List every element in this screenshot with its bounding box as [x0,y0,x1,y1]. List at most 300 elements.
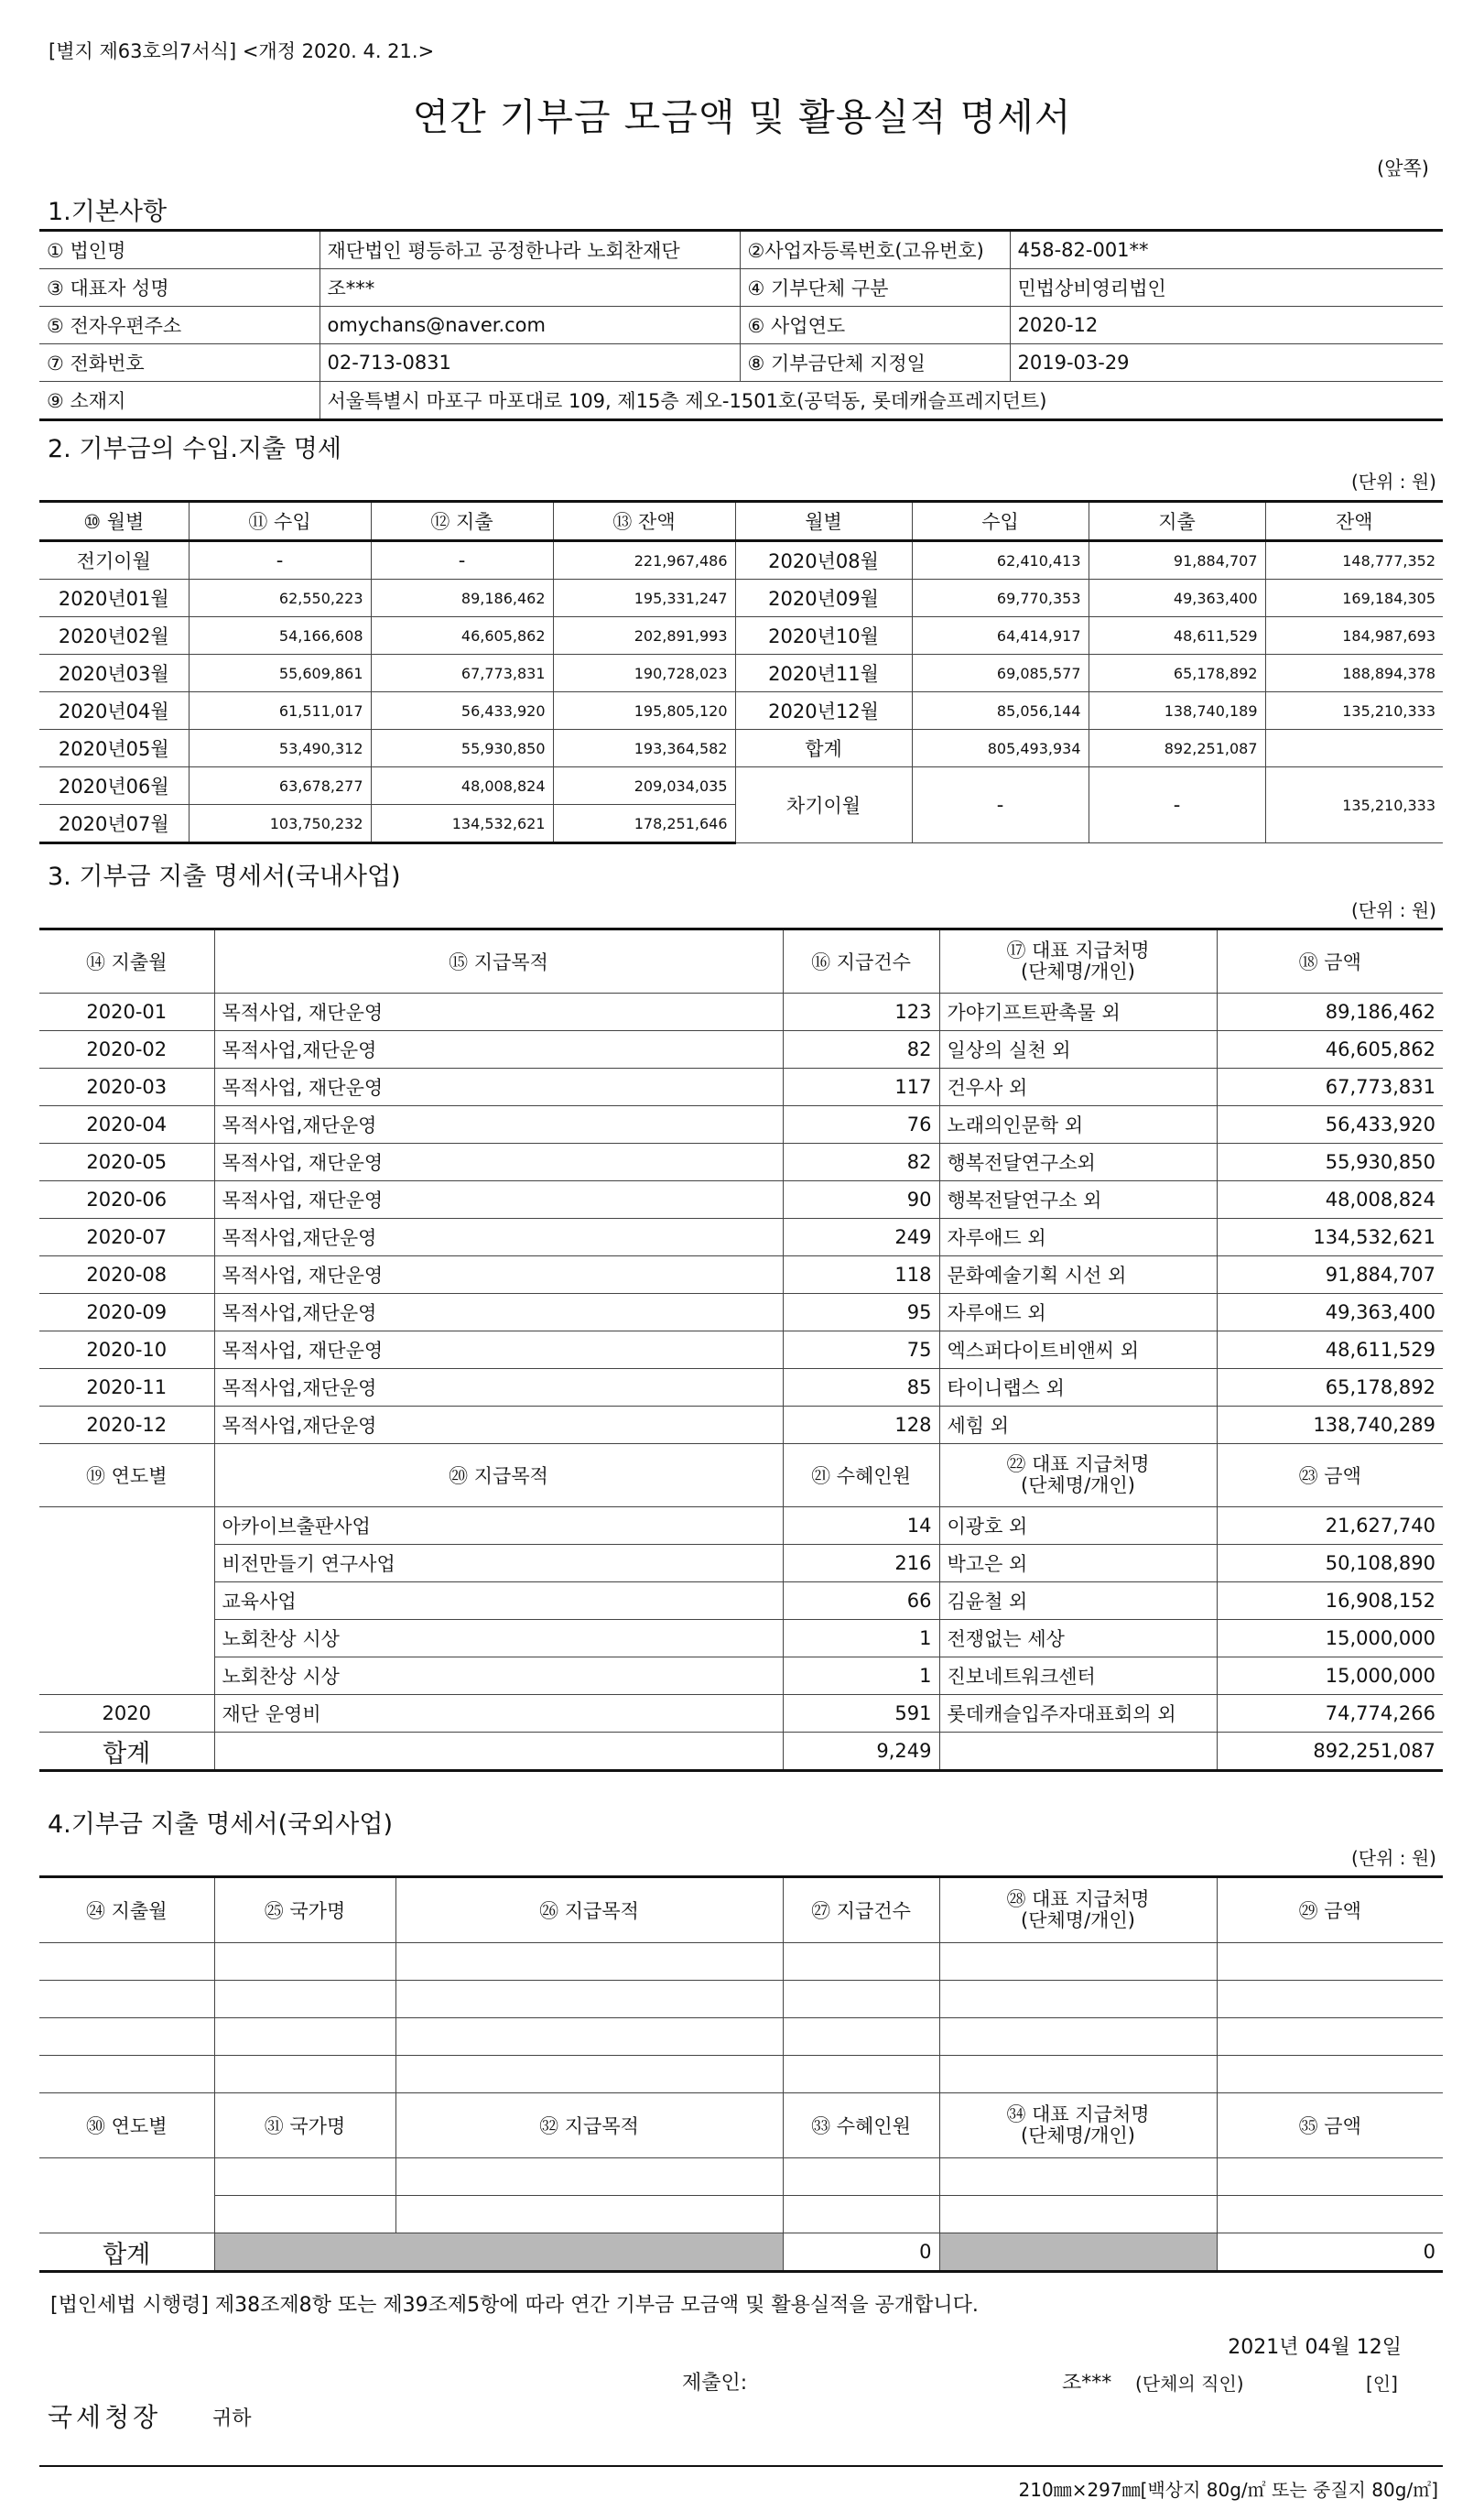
count-cell: 117 [783,1069,939,1106]
table-row [39,580,1443,617]
column-header: ⑱ 금액 [1217,929,1443,994]
value-cell: 55,930,850 [371,730,553,767]
count-cell: 82 [783,1031,939,1069]
section3-heading: 3. 기부금 지출 명세서(국내사업) [48,863,401,891]
table-row [39,1582,1443,1620]
name-value: 재단법인 평등하고 공정한나라 노회찬재단 [320,231,740,269]
month-cell: 2020-10 [39,1331,214,1369]
column-header: ㉖ 지급목적 [395,1877,783,1943]
paper-spec: 210㎜×297㎜[백상지 80g/㎡ 또는 중질지 80g/㎡] [1018,2479,1438,2501]
empty-cell [783,1981,939,2018]
empty-cell [395,1981,783,2018]
value-cell: 85,056,144 [912,692,1089,730]
amount-cell: 21,627,740 [1217,1507,1443,1545]
column-header: 월별 [735,502,912,541]
header-line: ⑰ 대표 지급처명 [1006,939,1150,962]
empty-cell [39,1981,214,2018]
count-cell: 216 [783,1545,939,1582]
empty-cell [939,1943,1217,1981]
section4-heading: 4.기부금 지출 명세서(국외사업) [48,1810,393,1839]
total-label: 합계 [39,2233,214,2272]
header-subline: (단체명/개인) [1021,1909,1135,1931]
payee-cell: 롯데캐슬입주자대표회의 외 [939,1695,1217,1733]
value-cell: 67,773,831 [371,655,553,692]
column-header: ⑲ 연도별 [39,1444,214,1507]
value-cell: 55,609,861 [189,655,371,692]
carry-income: - [912,767,1089,843]
header-line: ㉒ 대표 지급처명 [1006,1452,1150,1475]
empty-cell [783,1943,939,1981]
designated-label: ⑧ 기부금단체 지정일 [740,344,1010,382]
empty-cell [214,1733,783,1771]
purpose-cell: 목적사업, 재단운영 [214,994,783,1031]
value-cell: 193,364,582 [553,730,735,767]
value-cell: 188,894,378 [1265,655,1443,692]
payee-cell: 타이니랩스 외 [939,1369,1217,1407]
count-cell: 75 [783,1331,939,1369]
empty-cell [39,1943,214,1981]
amount-cell: 134,532,621 [1217,1219,1443,1256]
name-label: ① 법인명 [39,231,320,269]
year-cell [39,1582,214,1620]
value-cell: - [371,541,553,580]
empty-cell [395,2196,783,2233]
table-row [39,1106,1443,1144]
section1-heading: 1.기본사항 [48,198,168,226]
year-cell [39,1620,214,1657]
payee-cell: 일상의 실천 외 [939,1031,1217,1069]
value-cell: - [189,541,371,580]
month-cell: 2020-03 [39,1069,214,1106]
purpose-cell: 재단 운영비 [214,1695,783,1733]
bottom-rule [39,2465,1443,2467]
section2-unit: (단위 : 원) [1350,471,1436,493]
empty-cell [214,2196,395,2233]
month-cell: 2020년08월 [735,541,912,580]
payee-cell: 건우사 외 [939,1069,1217,1106]
value-cell: 62,550,223 [189,580,371,617]
amount-cell: 15,000,000 [1217,1657,1443,1695]
month-cell: 2020-08 [39,1256,214,1294]
count-cell: 118 [783,1256,939,1294]
purpose-cell: 교육사업 [214,1582,783,1620]
value-cell: 195,331,247 [553,580,735,617]
section4-unit: (단위 : 원) [1350,1847,1436,1869]
amount-cell: 50,108,890 [1217,1545,1443,1582]
value-cell: 805,493,934 [912,730,1089,767]
count-cell: 1 [783,1657,939,1695]
month-cell: 2020-02 [39,1031,214,1069]
month-cell: 2020-04 [39,1106,214,1144]
column-header: ㉕ 국가명 [214,1877,395,1943]
empty-cell [214,2158,395,2196]
year-cell [39,1507,214,1545]
empty-cell [783,2056,939,2093]
purpose-cell: 목적사업, 재단운영 [214,1069,783,1106]
amount-cell: 138,740,289 [1217,1407,1443,1444]
amount-cell: 16,908,152 [1217,1582,1443,1620]
payee-cell: 행복전달연구소외 [939,1144,1217,1181]
purpose-cell: 목적사업, 재단운영 [214,1181,783,1219]
rep-value: 조*** [320,269,740,307]
column-header: ㉓ 금액 [1217,1444,1443,1507]
month-cell: 2020년01월 [39,580,189,617]
table-row [39,1181,1443,1219]
column-header: ⑳ 지급목적 [214,1444,783,1507]
month-cell: 전기이월 [39,541,189,580]
payee-cell: 세힘 외 [939,1407,1217,1444]
count-cell: 591 [783,1695,939,1733]
month-cell: 2020-09 [39,1294,214,1331]
month-cell: 2020년04월 [39,692,189,730]
empty-cell [783,2018,939,2056]
section3-unit: (단위 : 원) [1350,899,1436,921]
column-header [939,2093,1217,2158]
value-cell: 61,511,017 [189,692,371,730]
header-line: ㉘ 대표 지급처명 [1006,1887,1150,1910]
month-cell: 2020-05 [39,1144,214,1181]
table-row [39,1256,1443,1294]
monthly-table [39,500,1443,844]
empty-cell [214,1981,395,2018]
purpose-cell: 목적사업, 재단운영 [214,1256,783,1294]
empty-cell [39,2018,214,2056]
value-cell: 209,034,035 [553,767,735,805]
seal-note: (단체의 직인) [1135,2373,1244,2395]
empty-cell [214,2056,395,2093]
month-cell: 2020년03월 [39,655,189,692]
table-row [39,1620,1443,1657]
empty-cell [395,1943,783,1981]
empty-cell [939,2158,1217,2196]
value-cell: 135,210,333 [1265,692,1443,730]
month-cell: 2020년09월 [735,580,912,617]
value-cell: 202,891,993 [553,617,735,655]
value-cell: 48,008,824 [371,767,553,805]
value-cell: 62,410,413 [912,541,1089,580]
purpose-cell: 목적사업, 재단운영 [214,1331,783,1369]
front-label: (앞쪽) [1377,158,1429,179]
empty-cell [939,2018,1217,2056]
empty-cell [939,2056,1217,2093]
value-cell: 103,750,232 [189,805,371,843]
purpose-cell: 목적사업,재단운영 [214,1106,783,1144]
year-cell [39,1657,214,1695]
purpose-cell: 비전만들기 연구사업 [214,1545,783,1582]
form-number: [별지 제63호의7서식] <개정 2020. 4. 21.> [49,40,435,62]
total-count: 9,249 [783,1733,939,1771]
payee-cell: 김윤철 외 [939,1582,1217,1620]
empty-cell [1217,1981,1443,2018]
type-label: ④ 기부단체 구분 [740,269,1010,307]
shaded-cell [214,2233,783,2272]
month-cell: 2020년06월 [39,767,189,805]
header-row [39,1444,1443,1507]
address-label: ⑨ 소재지 [39,382,320,420]
header-subline: (단체명/개인) [1021,961,1135,983]
empty-cell [1217,2018,1443,2056]
column-header: ㉚ 연도별 [39,2093,214,2158]
month-cell: 2020-07 [39,1219,214,1256]
amount-cell: 56,433,920 [1217,1106,1443,1144]
count-cell: 249 [783,1219,939,1256]
value-cell: 46,605,862 [371,617,553,655]
table-row [39,1695,1443,1733]
month-cell: 2020-06 [39,1181,214,1219]
column-header: 수입 [912,502,1089,541]
count-cell: 1 [783,1620,939,1657]
amount-cell: 74,774,266 [1217,1695,1443,1733]
payee-cell: 이광호 외 [939,1507,1217,1545]
carry-balance: 135,210,333 [1265,767,1443,843]
table-row [39,1545,1443,1582]
column-header: ㉜ 지급목적 [395,2093,783,2158]
table-row [39,1294,1443,1331]
empty-cell [783,2196,939,2233]
submitter-label: 제출인: [682,2372,748,2395]
carry-label: 차기이월 [735,767,912,843]
value-cell: 54,166,608 [189,617,371,655]
value-cell: 892,251,087 [1089,730,1265,767]
email-value: omychans@naver.com [320,307,740,344]
count-cell: 123 [783,994,939,1031]
column-header: ⑫ 지출 [371,502,553,541]
column-header: ㉙ 금액 [1217,1877,1443,1943]
total-count: 0 [783,2233,939,2272]
value-cell: 69,085,577 [912,655,1089,692]
header-row [39,929,1443,994]
total-label: 합계 [39,1733,214,1771]
table-row [39,730,1443,767]
value-cell: 56,433,920 [371,692,553,730]
empty-row [39,2056,1443,2093]
section2-heading: 2. 기부금의 수입.지출 명세 [48,435,341,463]
empty-cell [39,2056,214,2093]
payee-cell: 엑스퍼다이트비앤씨 외 [939,1331,1217,1369]
header-subline: (단체명/개인) [1021,2124,1135,2146]
payee-cell: 자루애드 외 [939,1294,1217,1331]
column-header [939,1444,1217,1507]
column-header: ⑭ 지출월 [39,929,214,994]
count-cell: 85 [783,1369,939,1407]
address-value: 서울특별시 마포구 마포대로 109, 제15층 제오-1501호(공덕동, 롯데캐슬프레지던트) [320,382,1443,420]
payee-cell: 행복전달연구소 외 [939,1181,1217,1219]
table-row [39,1331,1443,1369]
empty-row [39,2158,1443,2196]
submit-date: 2021년 04월 12일 [1228,2336,1402,2359]
header-subline: (단체명/개인) [1021,1474,1135,1496]
payee-cell: 진보네트워크센터 [939,1657,1217,1695]
value-cell: 221,967,486 [553,541,735,580]
empty-cell [939,2196,1217,2233]
column-header: 잔액 [1265,502,1443,541]
empty-cell [1217,2056,1443,2093]
count-cell: 128 [783,1407,939,1444]
value-cell: 64,414,917 [912,617,1089,655]
value-cell: 195,805,120 [553,692,735,730]
legal-note: [법인세법 시행령] 제38조제8항 또는 제39조제5항에 따라 연간 기부금 모금액 및 활용실적을 공개합니다. [50,2294,979,2317]
value-cell: 190,728,023 [553,655,735,692]
table-row [39,1507,1443,1545]
amount-cell: 48,611,529 [1217,1331,1443,1369]
payee-cell: 전쟁없는 세상 [939,1620,1217,1657]
domestic-table [39,928,1443,1772]
total-amount: 0 [1217,2233,1443,2272]
empty-row [39,2018,1443,2056]
shaded-cell [939,2233,1217,2272]
table-row [39,692,1443,730]
empty-cell [395,2056,783,2093]
empty-cell [39,2158,214,2233]
month-cell: 2020년02월 [39,617,189,655]
month-cell: 2020년12월 [735,692,912,730]
count-cell: 76 [783,1106,939,1144]
column-header: 지출 [1089,502,1265,541]
page-title: 연간 기부금 모금액 및 활용실적 명세서 [412,95,1072,139]
bizno-value: 458-82-001** [1010,231,1443,269]
column-header: ⑮ 지급목적 [214,929,783,994]
value-cell: 63,678,277 [189,767,371,805]
table-row [39,1369,1443,1407]
month-cell: 합계 [735,730,912,767]
year-value: 2020-12 [1010,307,1443,344]
count-cell: 90 [783,1181,939,1219]
submitter-name: 조*** [1062,2372,1112,2395]
table-row [39,1219,1443,1256]
value-cell: 91,884,707 [1089,541,1265,580]
column-header: ㉟ 금액 [1217,2093,1443,2158]
month-cell: 2020년11월 [735,655,912,692]
table-row [39,767,1443,805]
amount-cell: 55,930,850 [1217,1144,1443,1181]
payee-cell: 가야기프트판촉물 외 [939,994,1217,1031]
empty-cell [395,2018,783,2056]
purpose-cell: 목적사업, 재단운영 [214,1144,783,1181]
value-cell: 48,611,529 [1089,617,1265,655]
rep-label: ③ 대표자 성명 [39,269,320,307]
payee-cell: 박고은 외 [939,1545,1217,1582]
amount-cell: 48,008,824 [1217,1181,1443,1219]
purpose-cell: 목적사업,재단운영 [214,1219,783,1256]
table-row [39,1031,1443,1069]
empty-row [39,1981,1443,2018]
header-row [39,1877,1443,1943]
email-label: ⑤ 전자우편주소 [39,307,320,344]
year-label: ⑥ 사업연도 [740,307,1010,344]
table-row [39,1657,1443,1695]
column-header: ㉔ 지출월 [39,1877,214,1943]
empty-cell [395,2158,783,2196]
count-cell: 14 [783,1507,939,1545]
payee-cell: 자루애드 외 [939,1219,1217,1256]
year-cell [39,1545,214,1582]
table-row [39,541,1443,580]
carry-expense: - [1089,767,1265,843]
seal-mark: [인] [1366,2373,1398,2395]
purpose-cell: 노회찬상 시상 [214,1620,783,1657]
header-line: ㉞ 대표 지급처명 [1006,2103,1150,2125]
basic-info-table [39,229,1443,421]
empty-cell [1217,2196,1443,2233]
month-cell: 2020-11 [39,1369,214,1407]
table-row [39,1144,1443,1181]
value-cell [1265,730,1443,767]
empty-row [39,1943,1443,1981]
payee-cell: 문화예술기획 시선 외 [939,1256,1217,1294]
month-cell: 2020년07월 [39,805,189,843]
value-cell: 65,178,892 [1089,655,1265,692]
purpose-cell: 노회찬상 시상 [214,1657,783,1695]
purpose-cell: 목적사업,재단운영 [214,1369,783,1407]
column-header: ⑩ 월별 [39,502,189,541]
designated-value: 2019-03-29 [1010,344,1443,382]
amount-cell: 46,605,862 [1217,1031,1443,1069]
purpose-cell: 목적사업,재단운영 [214,1294,783,1331]
empty-row [39,2196,1443,2233]
table-row [39,1069,1443,1106]
empty-cell [939,1733,1217,1771]
column-header: ⑬ 잔액 [553,502,735,541]
column-header [939,1877,1217,1943]
column-header [939,929,1217,994]
value-cell: 148,777,352 [1265,541,1443,580]
month-cell: 2020-12 [39,1407,214,1444]
amount-cell: 15,000,000 [1217,1620,1443,1657]
header-row [39,2093,1443,2158]
purpose-cell: 목적사업,재단운영 [214,1031,783,1069]
table-row [39,655,1443,692]
column-header: ㉛ 국가명 [214,2093,395,2158]
column-header: ⑯ 지급건수 [783,929,939,994]
value-cell: 89,186,462 [371,580,553,617]
payee-cell: 노래의인문학 외 [939,1106,1217,1144]
amount-cell: 65,178,892 [1217,1369,1443,1407]
value-cell: 138,740,189 [1089,692,1265,730]
recipient: 국세청장 [48,2402,162,2432]
amount-cell: 67,773,831 [1217,1069,1443,1106]
amount-cell: 49,363,400 [1217,1294,1443,1331]
table-row [39,617,1443,655]
phone-value: 02-713-0831 [320,344,740,382]
empty-cell [939,1981,1217,2018]
total-row [39,1733,1443,1771]
value-cell: 69,770,353 [912,580,1089,617]
count-cell: 82 [783,1144,939,1181]
month-cell: 2020년10월 [735,617,912,655]
column-header: ㉝ 수혜인원 [783,2093,939,2158]
value-cell: 169,184,305 [1265,580,1443,617]
value-cell: 134,532,621 [371,805,553,843]
column-header: ㉗ 지급건수 [783,1877,939,1943]
purpose-cell: 아카이브출판사업 [214,1507,783,1545]
purpose-cell: 목적사업,재단운영 [214,1407,783,1444]
empty-cell [214,2018,395,2056]
count-cell: 95 [783,1294,939,1331]
value-cell: 53,490,312 [189,730,371,767]
year-cell: 2020 [39,1695,214,1733]
bizno-label: ②사업자등록번호(고유번호) [740,231,1010,269]
type-value: 민법상비영리법인 [1010,269,1443,307]
empty-cell [1217,1943,1443,1981]
column-header: ㉑ 수혜인원 [783,1444,939,1507]
value-cell: 49,363,400 [1089,580,1265,617]
honorific: 귀하 [212,2407,252,2430]
table-row [39,1407,1443,1444]
empty-cell [214,1943,395,1981]
month-cell: 2020-01 [39,994,214,1031]
total-row [39,2233,1443,2272]
empty-cell [783,2158,939,2196]
